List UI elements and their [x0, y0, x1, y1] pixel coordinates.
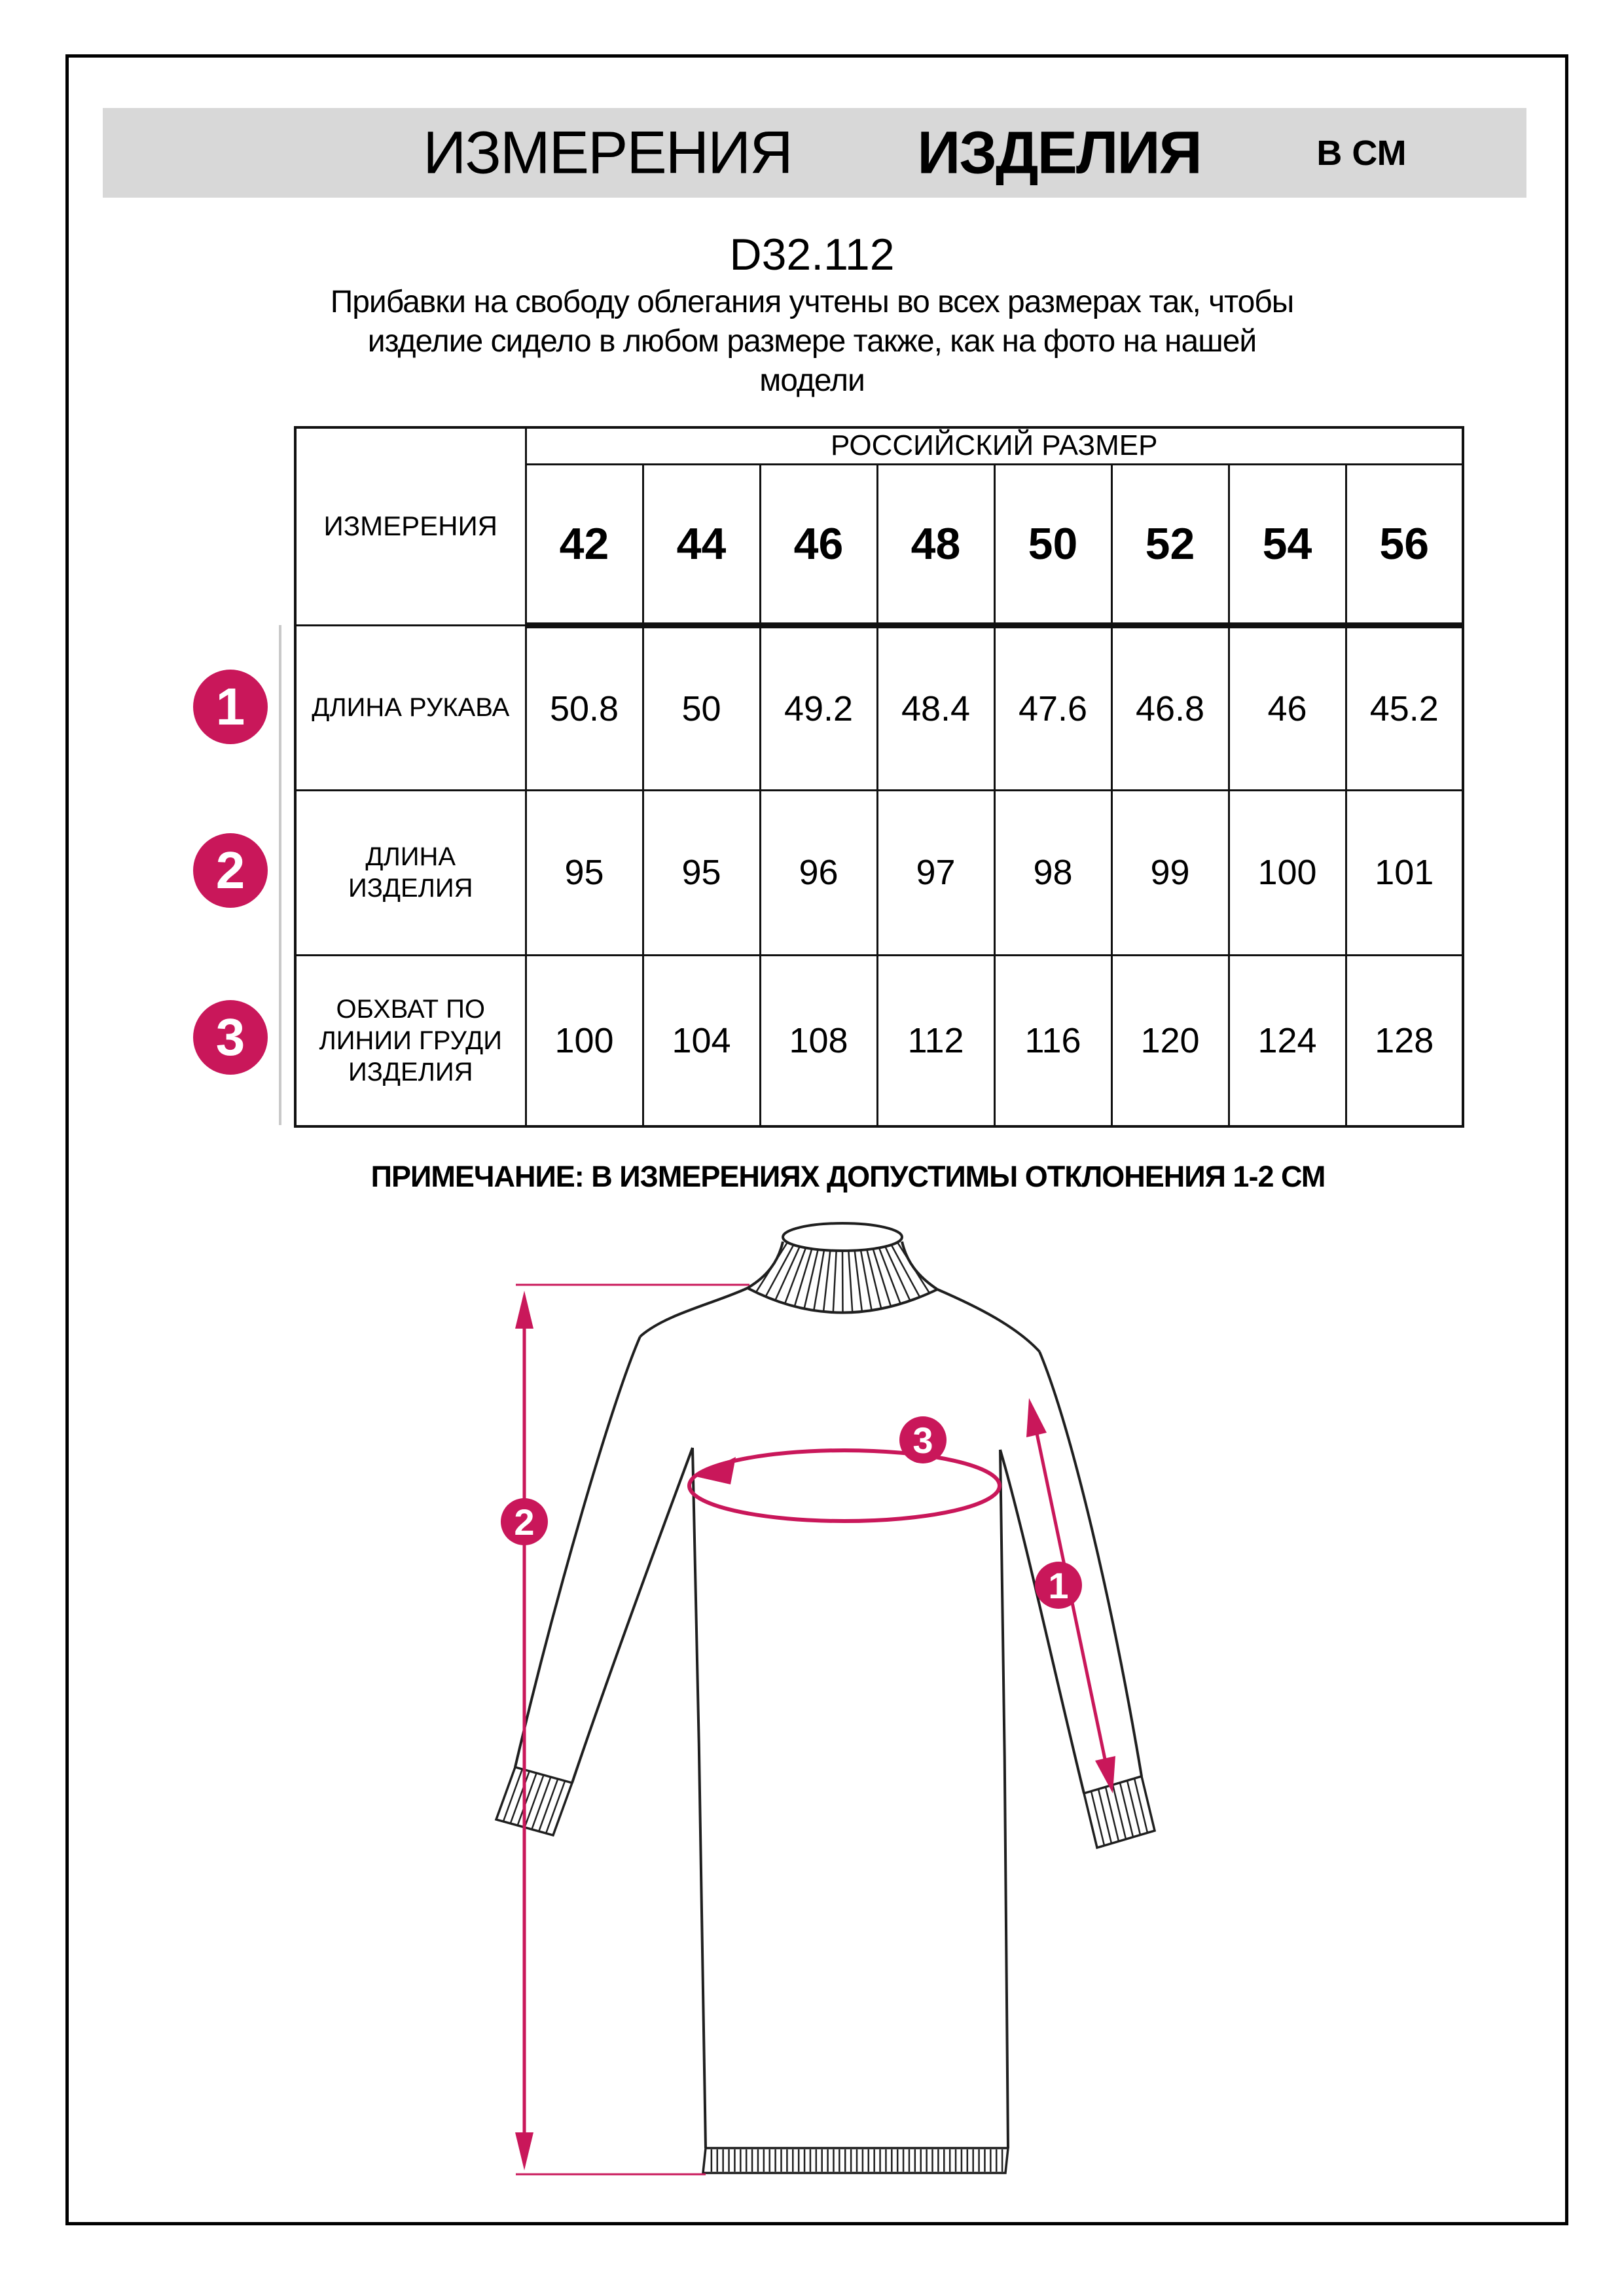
cell-value: 95: [526, 790, 643, 955]
body-left-edge: [693, 1448, 706, 2148]
cell-value: 46: [1229, 625, 1346, 790]
product-code: D32.112: [729, 230, 895, 279]
row-label-line: ДЛИНА: [365, 842, 456, 871]
cell-value: 120: [1111, 955, 1229, 1126]
rib-line: [1120, 1783, 1133, 1837]
rib-line: [525, 1775, 544, 1827]
size-header: 46: [760, 464, 877, 625]
cell-value: 45.2: [1346, 625, 1463, 790]
size-header: 54: [1229, 464, 1346, 625]
table-row: [295, 955, 1463, 1126]
left-sleeve-outer: [515, 1336, 640, 1767]
description: [0, 283, 1624, 401]
length-arrow-down: [515, 2132, 533, 2170]
size-header: 52: [1111, 464, 1229, 625]
diagram-badge-2-label: 2: [514, 1501, 535, 1543]
title-units: В СМ: [1316, 133, 1407, 173]
garment-diagram: [393, 1211, 1244, 2232]
diagram-badge-3: [899, 1416, 947, 1463]
right-sleeve-inner: [1000, 1450, 1084, 1793]
size-header: 44: [643, 464, 760, 625]
dress-outline: [496, 1223, 1155, 2173]
cell-value: 50: [643, 625, 760, 790]
measurement-annotations: [501, 1285, 1115, 2174]
cell-value: 116: [994, 955, 1111, 1126]
title-product: ИЗДЕЛИЯ: [917, 119, 1201, 186]
description-line: Прибавки на свободу облегания учтены во всех размерах так, чтобы: [330, 285, 1294, 319]
rib-line: [539, 1779, 558, 1831]
diagram-badge-2: [501, 1498, 548, 1545]
table-row: [295, 790, 1463, 955]
cell-value: 97: [877, 790, 994, 955]
cell-value: 46.8: [1111, 625, 1229, 790]
note-text: ПРИМЕЧАНИЕ: В ИЗМЕРЕНИЯХ ДОПУСТИМЫ ОТКЛОНЕНИЯ 1-2 СМ: [370, 1160, 1326, 1193]
cell-value: 50.8: [526, 625, 643, 790]
rib-line: [532, 1777, 550, 1829]
title-bar: [103, 108, 1526, 198]
size-header: 48: [877, 464, 994, 625]
cell-value: 104: [643, 955, 760, 1126]
size-group-row: [295, 427, 1463, 464]
collar-right-edge: [902, 1242, 937, 1289]
row-label-line: ИЗДЕЛИЯ: [348, 1057, 473, 1086]
rib-line: [842, 1251, 843, 1313]
body-right-edge: [1000, 1450, 1008, 2148]
diagram-badge-3-label: 3: [912, 1420, 933, 1461]
length-arrow-up: [515, 1291, 533, 1329]
diagram-badge-1: [1035, 1562, 1082, 1609]
row-label-line: ДЛИНА РУКАВА: [312, 693, 510, 722]
rib-line: [1091, 1791, 1104, 1846]
rib-line: [1098, 1789, 1111, 1844]
hem-ribs: [712, 2149, 1002, 2172]
cell-value: 99: [1111, 790, 1229, 955]
right-shoulder: [937, 1289, 1039, 1352]
size-header: 56: [1346, 464, 1463, 625]
description-line: модели: [759, 363, 865, 398]
row-badge: 3: [193, 1000, 268, 1075]
row-label: [295, 625, 526, 790]
measurements-header: ИЗМЕРЕНИЯ: [295, 427, 526, 625]
row-label: [295, 955, 526, 1126]
size-header: 50: [994, 464, 1111, 625]
row-badge: 1: [193, 670, 268, 744]
row-label: [295, 790, 526, 955]
title-measurements: ИЗМЕРЕНИЯ: [423, 119, 792, 186]
cell-value: 128: [1346, 955, 1463, 1126]
cell-value: 100: [526, 955, 643, 1126]
rib-line: [518, 1773, 537, 1825]
measurements-table: [294, 426, 1464, 1128]
cell-value: 100: [1229, 790, 1346, 955]
chest-ellipse: [689, 1450, 1000, 1521]
rib-line: [855, 1251, 862, 1312]
description-line: изделие сидело в любом размере также, как на фото на нашей: [367, 324, 1257, 359]
rib-line: [1106, 1787, 1119, 1841]
row-label-line: ИЗДЕЛИЯ: [348, 874, 473, 903]
cell-value: 96: [760, 790, 877, 955]
cell-value: 98: [994, 790, 1111, 955]
collar-left-edge: [748, 1242, 783, 1288]
sleeve-arrow-top: [1026, 1398, 1047, 1437]
cell-value: 124: [1229, 955, 1346, 1126]
cell-value: 101: [1346, 790, 1463, 955]
row-label-line: ЛИНИИ ГРУДИ: [319, 1026, 502, 1055]
left-shoulder: [640, 1288, 748, 1336]
cell-value: 49.2: [760, 625, 877, 790]
cell-value: 108: [760, 955, 877, 1126]
rib-line: [833, 1251, 837, 1312]
cell-value: 47.6: [994, 625, 1111, 790]
cell-value: 95: [643, 790, 760, 955]
left-sleeve-inner: [572, 1448, 693, 1783]
row-guideline: [279, 625, 281, 1125]
size-header: 42: [526, 464, 643, 625]
rib-line: [1134, 1778, 1147, 1833]
row-badge: 2: [193, 833, 268, 908]
table-row: [295, 625, 1463, 790]
collar-top: [783, 1223, 902, 1251]
rib-line: [823, 1251, 830, 1312]
row-label-line: ОБХВАТ ПО: [336, 994, 485, 1024]
rib-line: [848, 1251, 852, 1312]
rib-line: [1127, 1781, 1140, 1835]
diagram-badge-1-label: 1: [1048, 1565, 1069, 1606]
rib-line: [1113, 1785, 1126, 1839]
cell-value: 48.4: [877, 625, 994, 790]
rib-line: [511, 1771, 530, 1823]
cell-value: 112: [877, 955, 994, 1126]
size-group-header: РОССИЙСКИЙ РАЗМЕР: [526, 427, 1463, 464]
rib-line: [795, 1249, 812, 1306]
